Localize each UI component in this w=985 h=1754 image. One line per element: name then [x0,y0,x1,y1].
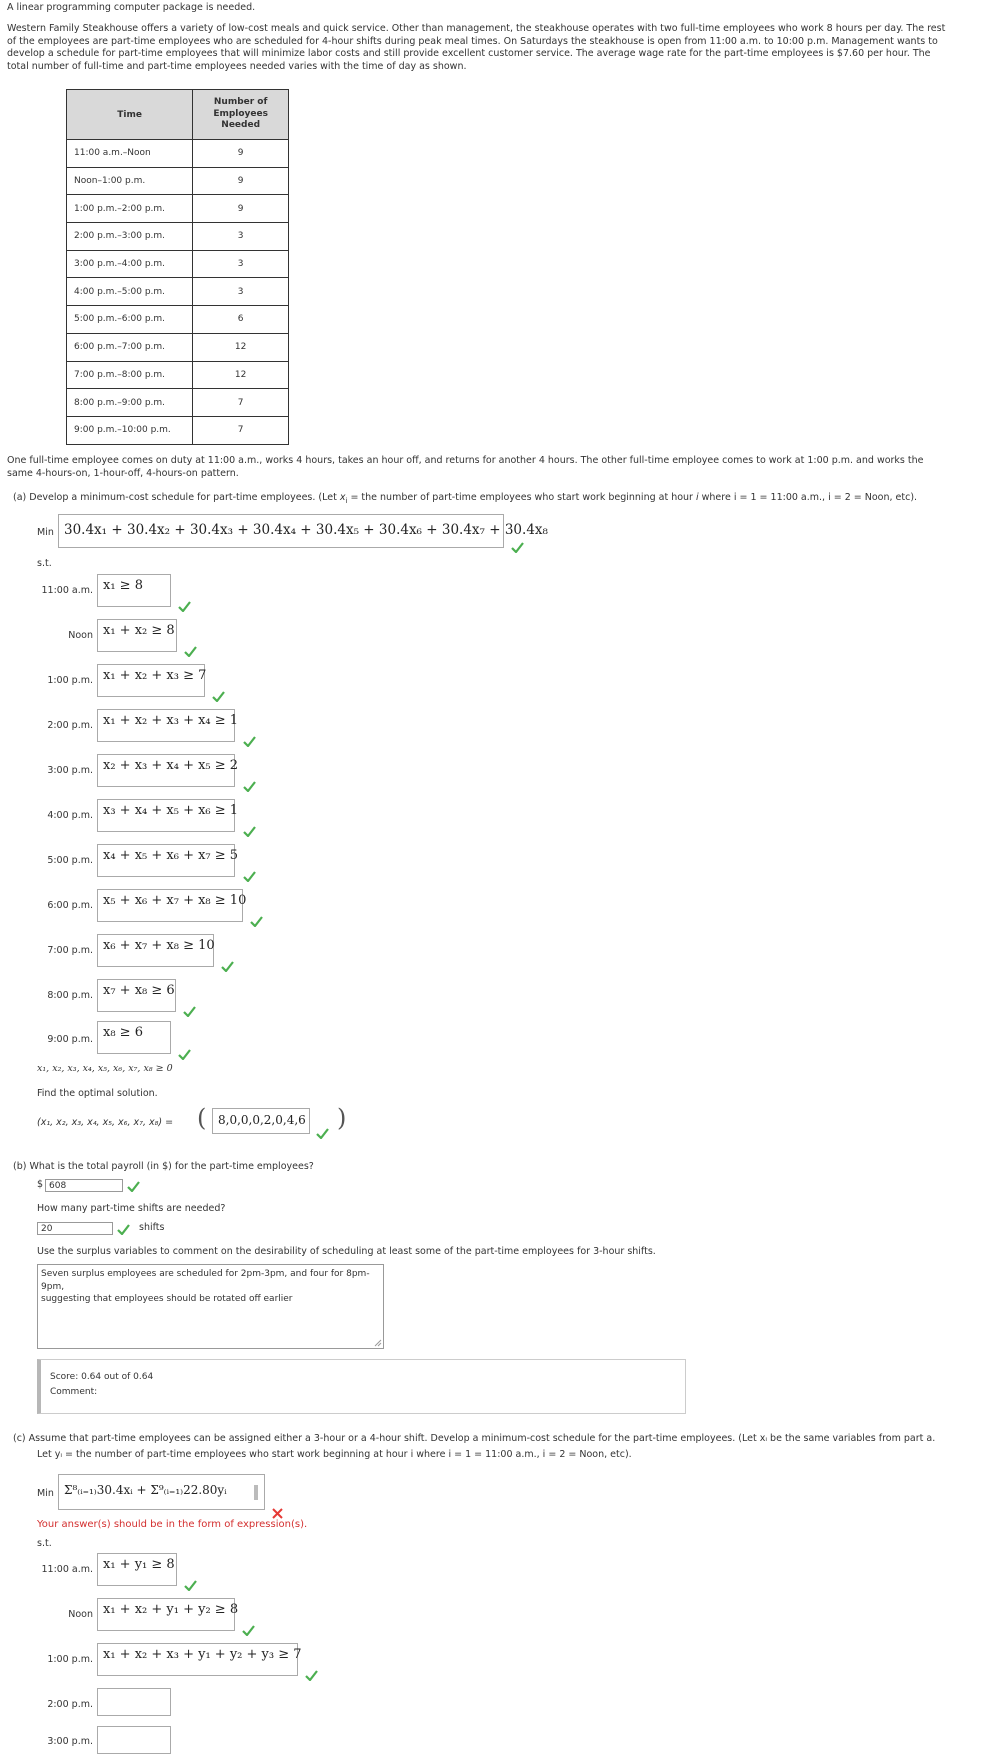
score-text: Score: 0.64 out of 0.64 [50,1372,154,1382]
table-row: 11:00 a.m.–Noon 9 [67,140,289,168]
table-header-time: Time [67,90,193,140]
check-icon [243,826,256,837]
constraint-label: 6:00 p.m. [47,900,93,911]
nonnegativity: x₁, x₂, x₃, x₄, x₅, x₆, x₇, x₈ ≥ 0 [37,1063,173,1074]
check-icon [184,646,197,657]
table-row: 1:00 p.m.–2:00 p.m. 9 [67,195,289,223]
constraint-input[interactable]: x₁ + x₂ + y₁ + y₂ ≥ 8 [97,1598,235,1631]
constraint-input[interactable]: x₅ + x₆ + x₇ + x₈ ≥ 10 [97,889,243,922]
table-row: 2:00 p.m.–3:00 p.m. 3 [67,223,289,251]
constraint-label: 7:00 p.m. [47,945,93,956]
shifts-input[interactable]: 20 [37,1222,113,1235]
constraint-input[interactable]: x₁ ≥ 8 [97,574,171,607]
intro-text: A linear programming computer package is needed. [7,2,256,13]
find-optimal-text: Find the optimal solution. [37,1088,158,1099]
check-icon [184,1580,197,1591]
st-label: s.t. [37,1538,52,1549]
text-cursor [254,1485,258,1500]
shifts-unit: shifts [139,1222,165,1233]
table-header-needed: Number of Employees Needed [193,90,289,140]
solution-label: (x₁, x₂, x₃, x₄, x₅, x₆, x₇, x₈) = [37,1117,174,1128]
check-icon [305,1670,318,1681]
constraint-label: 9:00 p.m. [47,1034,93,1045]
check-icon [117,1224,130,1235]
constraint-label: Noon [68,630,93,641]
constraint-input[interactable]: x₁ + x₂ + x₃ + y₁ + y₂ + y₃ ≥ 7 [97,1643,298,1676]
table-row: Noon–1:00 p.m. 9 [67,167,289,195]
table-row: 7:00 p.m.–8:00 p.m. 12 [67,361,289,389]
score-box [37,1359,686,1414]
check-icon [243,781,256,792]
problem-statement [7,23,982,73]
check-icon [212,691,225,702]
constraint-input[interactable]: x₇ + x₈ ≥ 6 [97,979,176,1012]
table-row: 3:00 p.m.–4:00 p.m. 3 [67,250,289,278]
check-icon [243,736,256,747]
resize-handle-icon[interactable] [374,1339,382,1347]
shifts-question: How many part-time shifts are needed? [37,1203,226,1214]
table-row: 5:00 p.m.–6:00 p.m. 6 [67,306,289,334]
part-b-question: (b) What is the total payroll (in $) for the part-time employees? [13,1161,314,1172]
table-row: 4:00 p.m.–5:00 p.m. 3 [67,278,289,306]
check-icon [316,1128,329,1139]
problem-line: of the employees are part-time employees who are scheduled for 4-hour shifts during peak meal times. On Saturdays the steakhouse is open from 11:00 a.m. to 10:00 p.m. Management wants to [7,35,938,47]
employees-needed-table [66,89,289,445]
constraint-label: 3:00 p.m. [47,765,93,776]
problem-line: develop a schedule for part-time employees that will minimize labor costs and still provide excellent customer service. The average wage rate for the part-time employees is $7.60 per hour. The [7,48,931,59]
comment-textarea[interactable]: Seven surplus employees are scheduled for 2pm-3pm, and four for 8pm-9pm, suggesting that employees should be rotated off earlier [37,1264,384,1349]
part-a-question: (a) Develop a minimum-cost schedule for part-time employees. (Let $x_i$ = the number of part-time employees who start work beginning at hour i where i = 1 = 11:00 a.m., i = 2 = Noon, etc). [13,492,918,505]
objective-input[interactable]: 30.4x₁ + 30.4x₂ + 30.4x₃ + 30.4x₄ + 30.4x₅ + 30.4x₆ + 30.4x₇ + 30.4x₈ [58,514,504,548]
cross-icon [272,1508,285,1519]
constraint-input[interactable]: x₁ + x₂ ≥ 8 [97,619,177,652]
fulltime-description: One full-time employee comes on duty at 11:00 a.m., works 4 hours, takes an hour off, and returns for another 4 hours. The other full-time employee comes to work at 1:00 p.m. and works the same 4-hours-on, 1-hour-off, 4-hours-on pattern. [7,455,924,479]
constraint-input[interactable] [97,1726,171,1754]
check-icon [178,1049,191,1060]
solution-input[interactable]: 8,0,0,0,2,0,4,6 [212,1108,310,1134]
constraint-input[interactable]: x₆ + x₇ + x₈ ≥ 10 [97,934,214,967]
currency-symbol: $ [37,1179,44,1190]
table-row: 9:00 p.m.–10:00 p.m. 7 [67,416,289,444]
check-icon [250,916,263,927]
constraint-label: 4:00 p.m. [47,810,93,821]
constraint-label: 3:00 p.m. [47,1736,93,1747]
constraint-label: 5:00 p.m. [47,855,93,866]
constraint-input[interactable] [97,1688,171,1716]
check-icon [511,542,524,553]
constraint-label: Noon [68,1609,93,1620]
constraint-input[interactable]: x₁ + x₂ + x₃ + x₄ ≥ 1 [97,709,235,742]
st-label: s.t. [37,558,52,569]
constraint-input[interactable]: x₄ + x₅ + x₆ + x₇ ≥ 5 [97,844,235,877]
min-label: Min [37,527,54,538]
constraint-label: 2:00 p.m. [47,1699,93,1710]
constraint-input[interactable]: x₁ + x₂ + x₃ ≥ 7 [97,664,205,697]
constraint-label: 8:00 p.m. [47,990,93,1001]
problem-line: Western Family Steakhouse offers a variety of low-cost meals and quick service. Other than management, the steakhouse operates with two full-time employees who work 8 hours per day. The rest [7,23,946,34]
payroll-input[interactable]: 608 [45,1179,123,1192]
constraint-input[interactable]: x₈ ≥ 6 [97,1021,171,1054]
comment-label: Comment: [50,1387,98,1397]
constraint-label: 11:00 a.m. [41,585,93,596]
constraint-input[interactable]: x₂ + x₃ + x₄ + x₅ ≥ 2 [97,754,235,787]
check-icon [242,1625,255,1636]
constraint-input[interactable]: x₃ + x₄ + x₅ + x₆ ≥ 1 [97,799,235,832]
part-c-question-line2: Let yᵢ = the number of part-time employees who start work beginning at hour i where i = 1 = 11:00 a.m., i = 2 = Noon, etc). [37,1449,632,1460]
check-icon [178,601,191,612]
paren-close: ) [337,1104,347,1132]
constraint-label: 2:00 p.m. [47,720,93,731]
check-icon [183,1006,196,1017]
check-icon [221,961,234,972]
error-message: Your answer(s) should be in the form of expression(s). [37,1519,308,1530]
check-icon [127,1181,140,1192]
constraint-label: 11:00 a.m. [41,1564,93,1575]
problem-line: total number of full-time and part-time employees needed varies with the time of day as shown. [7,60,467,72]
check-icon [243,871,256,882]
min-label: Min [37,1488,54,1499]
constraint-label: 1:00 p.m. [47,675,93,686]
part-c-question-line1: (c) Assume that part-time employees can be assigned either a 3-hour or a 4-hour shift. Develop a minimum-cost schedule for the part-time employees. (Let xᵢ be the same variables from part a. [13,1433,936,1444]
table-row: 6:00 p.m.–7:00 p.m. 12 [67,333,289,361]
surplus-question: Use the surplus variables to comment on the desirability of scheduling at least some of the part-time employees for 3-hour shifts. [37,1246,656,1257]
constraint-label: 1:00 p.m. [47,1654,93,1665]
objective-input[interactable]: Σ⁸₍ᵢ₌₁₎30.4xᵢ + Σ⁹₍ᵢ₌₁₎22.80yᵢ [58,1474,265,1510]
constraint-input[interactable]: x₁ + y₁ ≥ 8 [97,1553,177,1586]
paren-open: ( [197,1104,207,1132]
table-row: 8:00 p.m.–9:00 p.m. 7 [67,389,289,417]
